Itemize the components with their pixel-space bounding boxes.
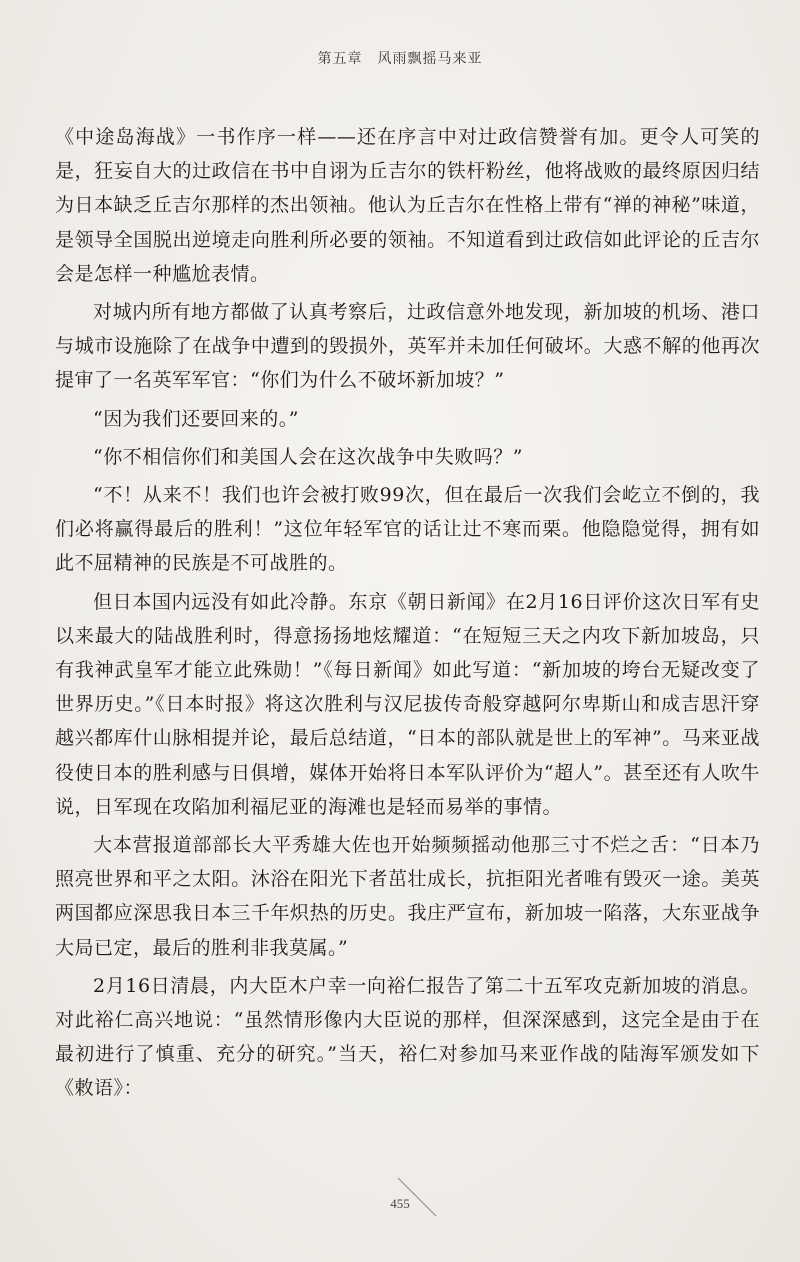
paragraph: 但日本国内远没有如此冷静。东京《朝日新闻》在2月16日评价这次日军有史以来最大的陆战胜利时，得意扬扬地炫耀道：“在短短三天之内攻下新加坡岛，只有我神武皇军才能立此殊勋！”《每日新闻》如此写道：“新加坡的垮台无疑改变了世界历史。”《日本时报》将这次胜利与汉尼拔传奇般穿越阿尔卑斯山和成吉思汗穿越兴都库什山脉相提并论，最后总结道，“日本的部队就是世上的军神”。马来亚战役使日本的胜利感与日俱增，媒体开始将日本军队评价为“超人”。甚至还有人吹牛说，日军现在攻陷加利福尼亚的海滩也是轻而易举的事情。: [55, 590, 760, 818]
paragraph: “你不相信你们和美国人会在这次战争中失败吗？”: [93, 445, 523, 468]
running-header: 第五章 风雨飘摇马来亚: [317, 51, 483, 67]
paragraph: “因为我们还要回来的。”: [93, 407, 299, 430]
page-number: 455: [390, 1196, 410, 1211]
paragraph: 《中途岛海战》一书作序一样——还在序言中对辻政信赞誉有加。更令人可笑的是，狂妄自大的辻政信在书中自诩为丘吉尔的铁杆粉丝，他将战败的最终原因归结为日本缺乏丘吉尔那样的杰出领袖。他认为丘吉尔在性格上带有“禅的神秘”味道，是领导全国脱出逆境走向胜利所必要的领袖。不知道看到辻政信如此评论的丘吉尔会是怎样一种尴尬表情。: [55, 126, 760, 285]
paragraph: 2月16日清晨，内大臣木户幸一向裕仁报告了第二十五军攻克新加坡的消息。对此裕仁高兴地说：“虽然情形像内大臣说的那样，但深深感到，这完全是由于在最初进行了慎重、充分的研究。”当天，裕仁对参加马来亚作战的陆海军颁发如下《敕语》：: [55, 974, 760, 1100]
paragraph: “不！从来不！我们也许会被打败99次，但在最后一次我们会屹立不倒的，我们必将赢得最后的胜利！”这位年轻军官的话让辻不寒而栗。他隐隐觉得，拥有如此不屈精神的民族是不可战胜的。: [55, 484, 760, 575]
body-text: [55, 120, 760, 1106]
paragraph: 对城内所有地方都做了认真考察后，辻政信意外地发现，新加坡的机场、港口与城市设施除了在战争中遭到的毁损外，英军并未加任何破坏。大惑不解的他再次提审了一名英军军官：“你们为什么不破坏新加坡？”: [55, 301, 760, 392]
paragraph: 大本营报道部部长大平秀雄大佐也开始频频摇动他那三寸不烂之舌：“日本乃照亮世界和平之太阳。沐浴在阳光下者茁壮成长，抗拒阳光者唯有毁灭一途。美英两国都应深思我日本三千年炽热的历史。我庄严宣布，新加坡一陷落，大东亚战争大局已定，最后的胜利非我莫属。”: [55, 834, 760, 959]
